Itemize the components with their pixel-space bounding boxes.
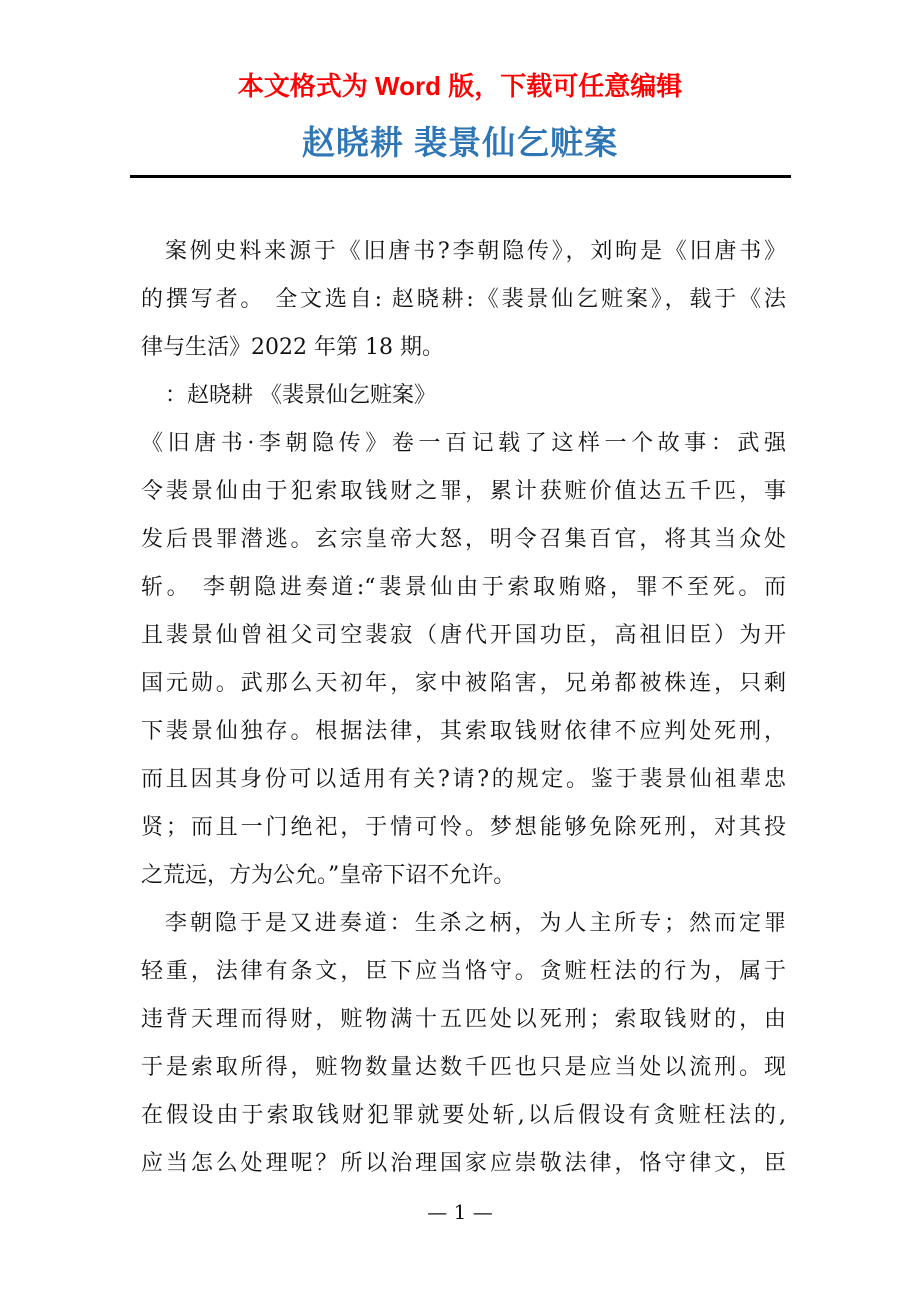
text-line: 且裴景仙曾祖父司空裴寂（唐代开国功臣，高祖旧臣）为开 [141, 623, 786, 648]
text-line: 贤；而且一门绝祀，于情可怜。梦想能够免除死刑，对其投 [141, 815, 786, 840]
text-line: 李朝隐于是又进奏道：生杀之柄，为人主所专；然而定罪 [165, 911, 786, 936]
text-line: 斩。 李朝隐进奏道:“裴景仙由于索取贿赂，罪不至死。而 [141, 575, 786, 600]
text-line: 案例史料来源于《旧唐书?李朝隐传》，刘昫是《旧唐书》 [165, 239, 786, 264]
text-line: 国元勋。武那么天初年，家中被陷害，兄弟都被株连，只剩 [141, 671, 786, 696]
text-line: 之荒远，方为公允。”皇帝下诏不允许。 [141, 863, 516, 888]
text-line: 违背天理而得财，赃物满十五匹处以死刑；索取钱财的，由 [141, 1007, 786, 1032]
text-line: 令裴景仙由于犯索取钱财之罪，累计获赃价值达五千匹，事 [141, 479, 786, 504]
text-line: 《旧唐书·李朝隐传》卷一百记载了这样一个故事：武强 [141, 431, 786, 456]
text-line: 下裴景仙独存。根据法律，其索取钱财依律不应判处死刑， [141, 719, 786, 744]
text-line: 于是索取所得，赃物数量达数千匹也只是应当处以流刑。现 [141, 1055, 786, 1080]
document-body [141, 228, 786, 1188]
text-line: 而且因其身份可以适用有关?请?的规定。鉴于裴景仙祖辈忠 [141, 767, 786, 792]
text-line: 轻重，法律有条文，臣下应当恪守。贪赃枉法的行为，属于 [141, 959, 786, 984]
page-number: — 1 — [427, 1200, 493, 1224]
text-line: 在假设由于索取钱财犯罪就要处斩,以后假设有贪赃枉法的, [141, 1103, 786, 1128]
title-divider [130, 175, 791, 178]
download-notice-banner: 本文格式为 Word 版，下载可任意编辑 [237, 71, 683, 101]
text-line: 律与生活》2022 年第 18 期。 [141, 335, 444, 360]
text-line: 发后畏罪潜逃。玄宗皇帝大怒，明令召集百官，将其当众处 [141, 527, 786, 552]
text-line: 的撰写者。 全文选自: 赵晓耕:《裴景仙乞赃案》，载于《法 [141, 287, 786, 312]
text-line: ：赵晓耕 《裴景仙乞赃案》 [165, 383, 436, 408]
document-title: 赵晓耕 裴景仙乞赃案 [301, 124, 619, 161]
text-line: 应当怎么处理呢？所以治理国家应崇敬法律，恪守律文，臣 [141, 1151, 786, 1176]
